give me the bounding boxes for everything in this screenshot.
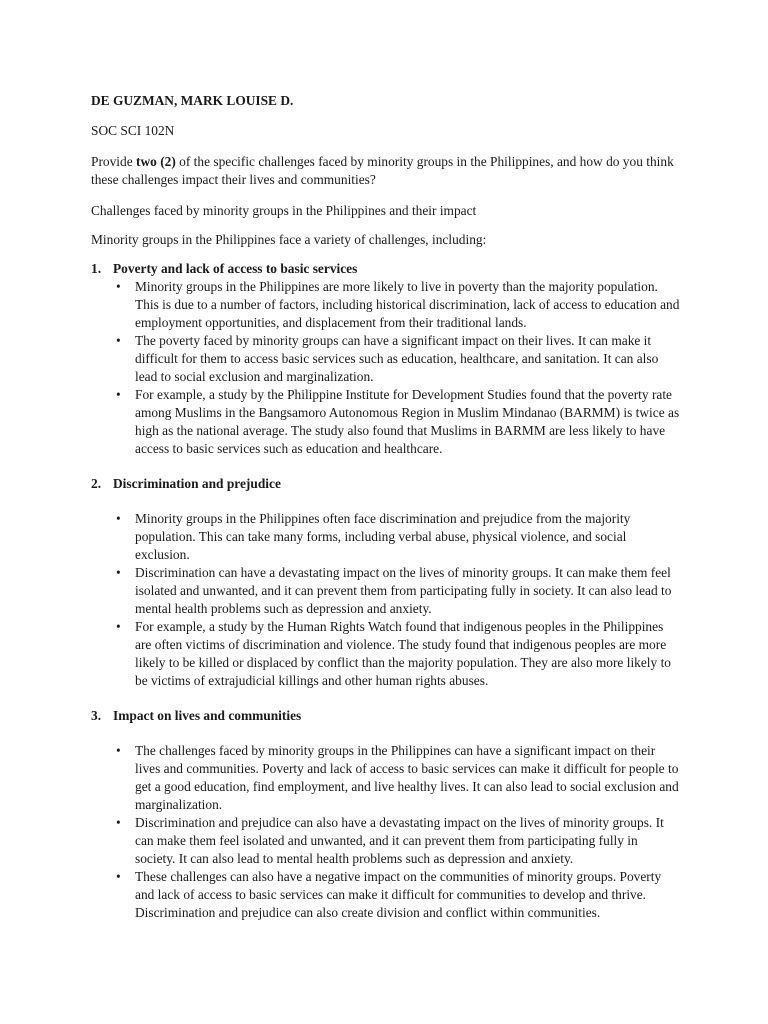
section-number: 1.: [91, 261, 102, 276]
bullet-icon: •: [116, 279, 121, 294]
bullet-text: For example, a study by the Philippine Institute for Development Studies found that the poverty rate among Muslims in the Bangsamoro Autonomous Region in Muslim Mindanao (BARMM) is twice as high as the national average. The study also found that Muslims in BARMM are less likely to have access to basic services such as education and healthcare.: [135, 387, 680, 456]
list-item: [91, 868, 681, 922]
bullet-text: These challenges can also have a negative impact on the communities of minority groups. Poverty and lack of access to basic services can make it difficult for communities to develop and thrive. Discrimination and prejudice can also create division and conflict within communities.: [135, 869, 662, 920]
prompt-text-end: of the specific challenges faced by minority groups in the Philippines, and how do you think these challenges impact their lives and communities?: [91, 154, 674, 187]
section-title: Impact on lives and communities: [113, 708, 302, 723]
section-title: Poverty and lack of access to basic services: [113, 261, 358, 276]
list-item: [91, 510, 681, 564]
bullet-text: Minority groups in the Philippines often face discrimination and prejudice from the majority population. This can take many forms, including verbal abuse, physical violence, and social exclusion.: [135, 511, 631, 562]
list-item: [91, 332, 681, 386]
prompt-text-start: Provide: [91, 154, 137, 169]
bullet-icon: •: [116, 565, 121, 580]
list-item: [91, 386, 681, 458]
bullet-list: [91, 278, 681, 458]
spacer: [91, 690, 681, 707]
section-2: [91, 475, 681, 690]
section-1: [91, 260, 681, 458]
spacer: [91, 725, 681, 742]
bullet-text: Discrimination and prejudice can also have a devastating impact on the lives of minority groups. It can make them feel isolated and unwanted, and it can prevent them from participating fully in society. It can also lead to mental health problems such as depression and anxiety.: [135, 815, 664, 866]
spacer: [91, 458, 681, 475]
section-heading: [91, 707, 681, 725]
list-item: [91, 278, 681, 332]
section-heading: [91, 475, 681, 493]
bullet-icon: •: [116, 815, 121, 830]
section-3: [91, 707, 681, 922]
bullet-icon: •: [116, 869, 121, 884]
spacer: [91, 493, 681, 510]
bullet-text: Minority groups in the Philippines are more likely to live in poverty than the majority population. This is due to a number of factors, including historical discrimination, lack of access to education and employment opportunities, and displacement from their traditional lands.: [135, 279, 680, 330]
list-item: [91, 742, 681, 814]
document-page: [91, 92, 681, 922]
intro-lead: Minority groups in the Philippines face a variety of challenges, including:: [91, 232, 487, 247]
assignment-prompt: [91, 153, 681, 189]
author-name: DE GUZMAN, MARK LOUISE D.: [91, 93, 294, 108]
list-item: [91, 564, 681, 618]
list-item: [91, 814, 681, 868]
list-item: [91, 618, 681, 690]
bullet-text: For example, a study by the Human Rights Watch found that indigenous peoples in the Philippines are often victims of discrimination and violence. The study found that indigenous peoples are more likely to be killed or displaced by conflict than the majority population. They are also more likely to be victims of extrajudicial killings and other human rights abuses.: [135, 619, 671, 688]
section-number: 2.: [91, 476, 102, 491]
bullet-text: The challenges faced by minority groups in the Philippines can have a significant impact on their lives and communities. Poverty and lack of access to basic services can make it difficult for people to get a good education, find employment, and live healthy lives. It can also lead to social exclusion and marginalization.: [135, 743, 679, 812]
prompt-bold-count: two (2): [136, 154, 176, 169]
intro-title: Challenges faced by minority groups in the Philippines and their impact: [91, 203, 477, 218]
section-heading: [91, 260, 681, 278]
bullet-icon: •: [116, 387, 121, 402]
course-code: SOC SCI 102N: [91, 123, 175, 138]
bullet-icon: •: [116, 619, 121, 634]
bullet-list: [91, 510, 681, 690]
bullet-list: [91, 742, 681, 922]
bullet-text: The poverty faced by minority groups can have a significant impact on their lives. It can make it difficult for them to access basic services such as education, healthcare, and sanitation. It can also lead to social exclusion and marginalization.: [135, 333, 659, 384]
section-title: Discrimination and prejudice: [113, 476, 281, 491]
section-number: 3.: [91, 708, 102, 723]
bullet-icon: •: [116, 333, 121, 348]
bullet-icon: •: [116, 743, 121, 758]
bullet-text: Discrimination can have a devastating impact on the lives of minority groups. It can make them feel isolated and unwanted, and it can prevent them from participating fully in society. It can also lead to mental health problems such as depression and anxiety.: [135, 565, 672, 616]
bullet-icon: •: [116, 511, 121, 526]
